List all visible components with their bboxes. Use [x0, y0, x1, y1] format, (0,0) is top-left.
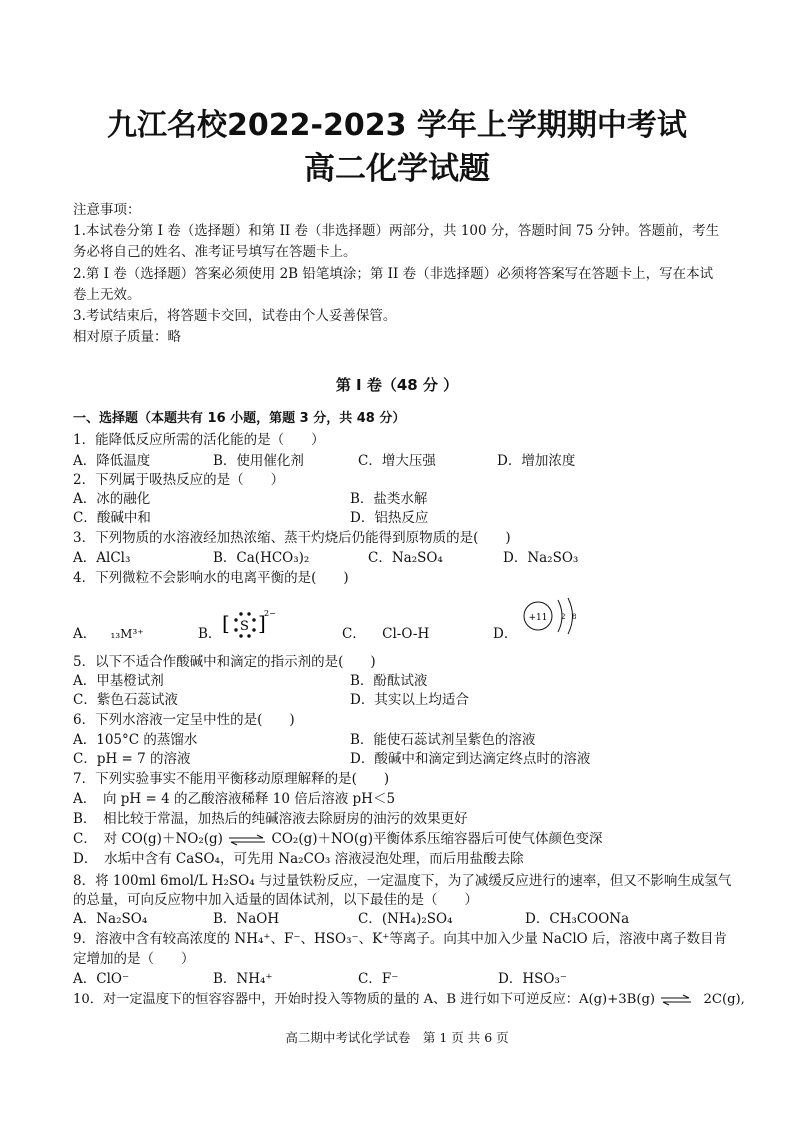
q2-option-c: C．酸碱中和: [73, 510, 151, 526]
q5-option-b: B．酚酞试液: [350, 673, 428, 689]
q9-option-b: B．NH₄⁺: [213, 971, 273, 987]
q7-stem: 7．下列实验事实不能用平衡移动原理解释的是( ): [73, 771, 390, 787]
exam-subtitle: 高二化学试题: [304, 151, 490, 187]
q7-option-c: [73, 829, 603, 849]
shell-2-electrons: 8: [572, 613, 577, 621]
q4-option-d-label: D．: [493, 626, 518, 642]
svg-text:[: [: [222, 611, 230, 635]
q1-stem: 1．能降低反应所需的活化能的是（ ）: [73, 432, 325, 448]
q4-option-d: [493, 624, 517, 644]
q8-option-b: B．NaOH: [213, 911, 280, 927]
q1-option-b: B．使用催化剂: [213, 453, 304, 469]
q8-stem-line1: 8．将 100ml 6mol/L H₂SO₄ 与过量铁粉反应，一定温度下，为了减缓反应进行的速率，但又不影响生成氢气: [73, 873, 732, 889]
q3-option-a: A．AlCl₃: [73, 550, 131, 566]
q5-option-d: D．其实以上均适合: [350, 692, 469, 708]
q3-option-d: D．Na₂SO₃: [503, 550, 579, 566]
note-1b: 务必将自己的姓名、准考证号填写在答题卡上。: [73, 244, 357, 260]
part-heading: 一、选择题（本题共有 16 小题，第题 3 分，共 48 分）: [73, 411, 406, 426]
q4-option-c-label: C．: [342, 626, 366, 642]
shell-1-electrons: 2: [561, 613, 566, 621]
q6-stem: 6．下列水溶液一定呈中性的是( ): [73, 712, 295, 728]
q7-option-c-products: CO₂(g)＋NO(g)平衡体系压缩容器后可使气体颜色变深: [271, 831, 603, 847]
q1-option-d: D．增加浓度: [497, 453, 576, 469]
q10-stem-product: 2C(g),: [703, 992, 745, 1007]
nucleus-charge: +11: [528, 613, 548, 623]
note-2b: 卷上无效。: [73, 287, 141, 303]
note-2a: 2.第 I 卷（选择题）答案必须使用 2B 铅笔填涂；第 II 卷（非选择题）必须将答案写在答题卡上，写在本试: [73, 266, 714, 282]
q5-option-c: C．紫色石蕊试液: [73, 692, 178, 708]
q4-option-c-formula: Cl-O-H: [382, 626, 430, 642]
q4-option-a-ion: ₁₃M³⁺: [110, 627, 144, 641]
q1-option-a: A．降低温度: [73, 453, 151, 469]
q10-stem: [73, 990, 745, 1010]
q2-option-d: D．铝热反应: [350, 510, 429, 526]
q4-option-a: [73, 624, 144, 644]
q6-option-d: D．酸碱中和滴定到达滴定终点时的溶液: [350, 751, 591, 767]
q5-option-a: A．甲基橙试剂: [73, 673, 164, 689]
equilibrium-arrow-icon: [227, 835, 267, 845]
section-title: 第 I 卷（48 分 ）: [335, 376, 459, 394]
q2-option-a: A．冰的融化: [73, 491, 151, 507]
q4-option-c: [342, 624, 429, 644]
sulfide-electron-dot-diagram: [220, 606, 276, 640]
notes-heading: 注意事项：: [73, 202, 141, 218]
atomic-mass-note: 相对原子质量：略: [73, 329, 181, 345]
q9-stem-line1: 9．溶液中含有较高浓度的 NH₄⁺、F⁻、HSO₃⁻、K⁺等离子。向其中加入少量 NaClO 后，溶液中离子数目肯: [73, 931, 727, 947]
q6-option-b: B．能使石蕊试剂呈紫色的溶液: [350, 732, 536, 748]
q7-option-d: D． 水垢中含有 CaSO₄，可先用 Na₂CO₃ 溶液浸泡处理，而后用盐酸去除: [73, 851, 524, 867]
exam-title: 九江名校2022-2023 学年上学期期中考试: [107, 108, 687, 143]
q8-option-c: C．(NH₄)₂SO₄: [358, 911, 453, 927]
q4-option-b-label: B．: [198, 626, 222, 642]
note-1a: 1.本试卷分第 I 卷（选择题）和第 II 卷（非选择题）两部分，共 100 分，答题时间 75 分钟。答题前，考生: [73, 223, 720, 239]
q4-option-a-label: A．: [73, 626, 97, 642]
q9-option-d: D．HSO₃⁻: [498, 971, 567, 987]
q1-option-c: C．增大压强: [358, 453, 436, 469]
sulfur-symbol: S: [240, 619, 249, 634]
equilibrium-arrow-icon: [659, 995, 699, 1005]
q8-option-d: D．CH₃COONa: [525, 911, 630, 927]
q8-option-a: A．Na₂SO₄: [73, 911, 148, 927]
note-3: 3.考试结束后，将答题卡交回，试卷由个人妥善保管。: [73, 308, 397, 324]
q7-option-a: A． 向 pH = 4 的乙酸溶液稀释 10 倍后溶液 pH＜5: [73, 791, 396, 807]
q9-option-c: C．F⁻: [358, 971, 399, 987]
q6-option-c: C．pH = 7 的溶液: [73, 751, 191, 767]
page-footer: 高二期中考试化学试卷 第 1 页 共 6 页: [285, 1030, 509, 1045]
q4-stem: 4．下列微粒不会影响水的电离平衡的是( ): [73, 570, 349, 586]
q10-stem-text: 10．对一定温度下的恒容容器中，开始时投入等物质的量的 A、B 进行如下可逆反应：A(g)+3B(g): [73, 992, 656, 1007]
q5-stem: 5．以下不适合作酸碱中和滴定的指示剂的是( ): [73, 654, 376, 670]
q4-option-b: [198, 624, 221, 644]
q8-stem-line2: 的总量，可向反应物中加入适量的固体试剂，以下最佳的是（ ）: [73, 892, 478, 908]
q9-option-a: A．ClO⁻: [73, 971, 130, 987]
q7-option-c-reactants: C． 对 CO(g)＋NO₂(g): [73, 831, 223, 847]
q3-option-b: B．Ca(HCO₃)₂: [213, 550, 310, 566]
q7-option-b: B． 相比较于常温，加热后的纯碱溶液去除厨房的油污的效果更好: [73, 811, 468, 827]
q9-stem-line2: 定增加的是（ ）: [73, 951, 195, 967]
q3-stem: 3．下列物质的水溶液经加热浓缩、蒸干灼烧后仍能得到原物质的是( ): [73, 530, 511, 546]
sulfide-charge: 2−: [264, 609, 276, 618]
sodium-ion-structure-diagram: [520, 594, 584, 640]
q6-option-a: A．105°C 的蒸馏水: [73, 732, 198, 748]
q2-stem: 2．下列属于吸热反应的是（ ）: [73, 472, 285, 488]
q3-option-c: C．Na₂SO₄: [368, 550, 443, 566]
q2-option-b: B．盐类水解: [350, 491, 428, 507]
svg-text:]: ]: [258, 611, 266, 635]
